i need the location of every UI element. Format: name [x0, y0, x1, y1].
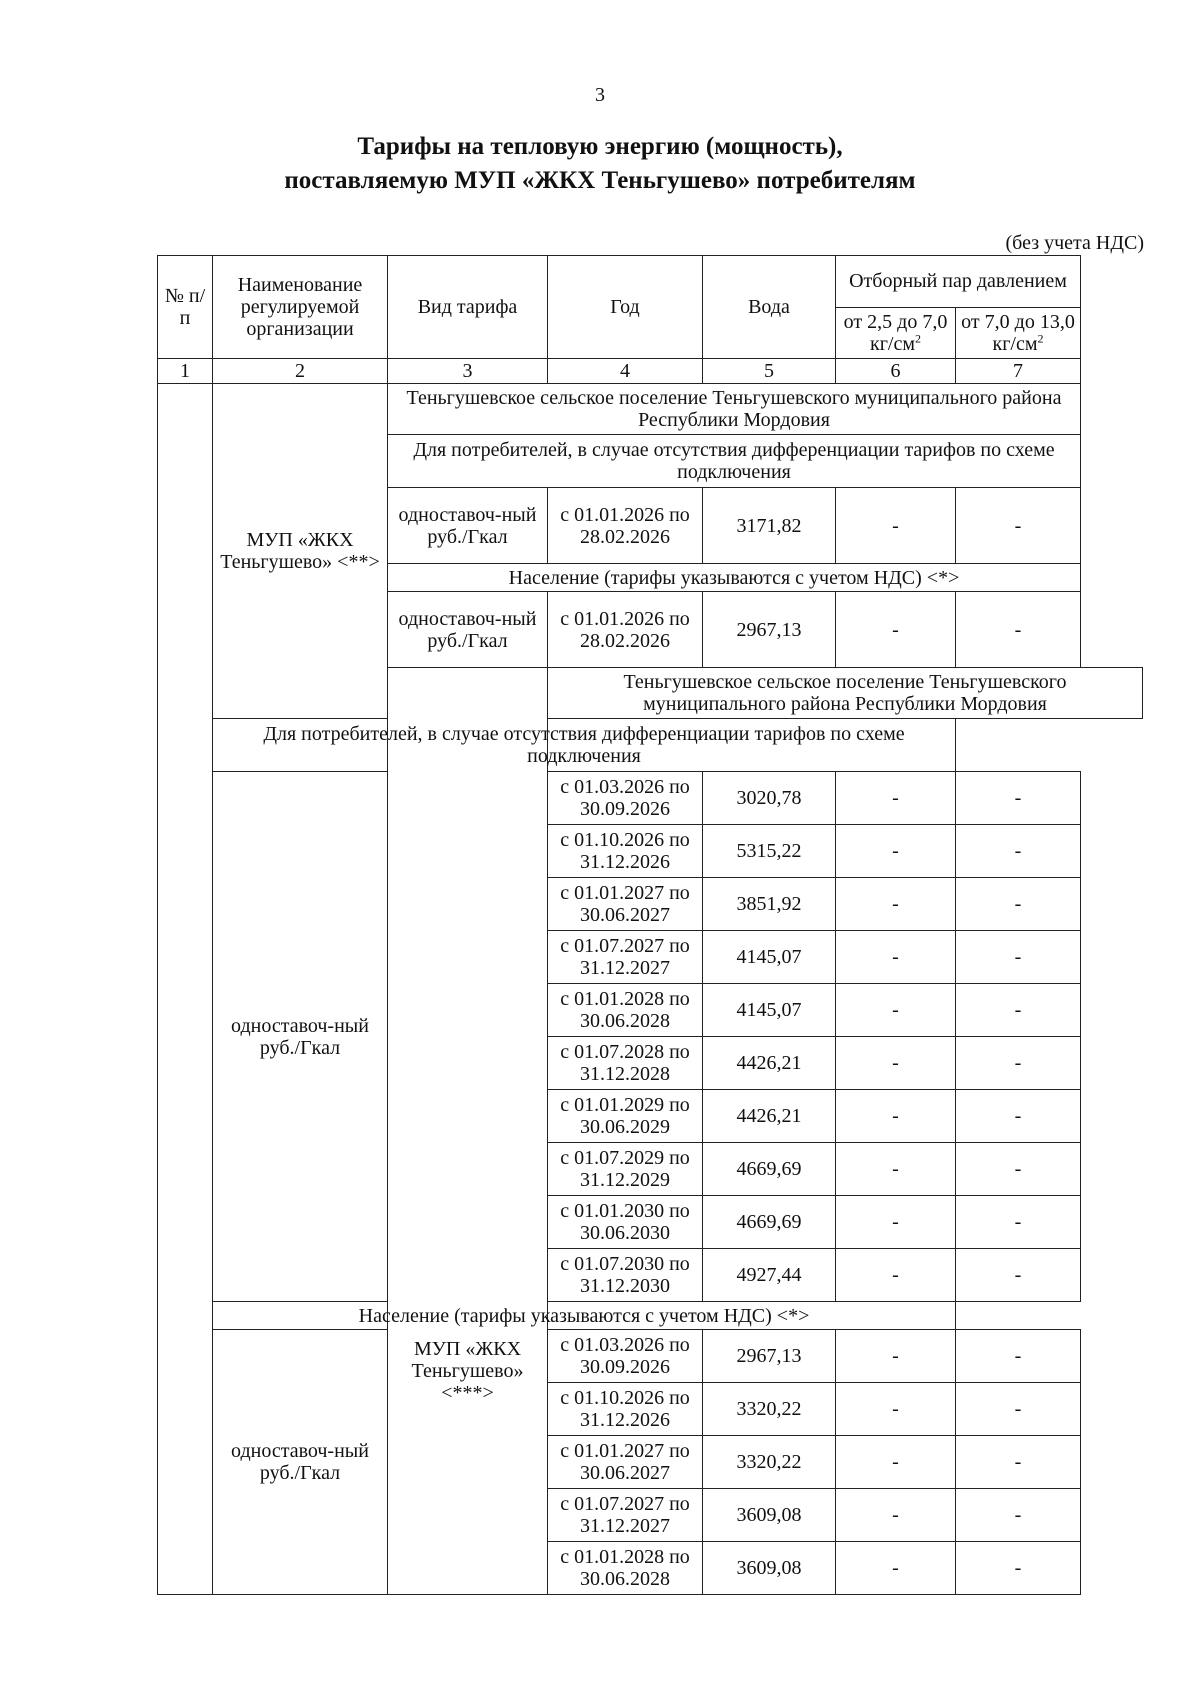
table-row — [158, 772, 1143, 825]
water-cell: 2967,13 — [703, 1330, 836, 1383]
steam-high-cell: - — [956, 825, 1081, 878]
steam-low-cell: - — [836, 1249, 956, 1302]
tariff-type-cell: одноставоч-ный руб./Гкал — [213, 772, 388, 1302]
column-numbers-row — [158, 359, 1143, 384]
steam-low-cell: - — [836, 1489, 956, 1542]
steam-high-cell: - — [956, 488, 1081, 564]
period-cell: с 01.07.2027 по 31.12.2027 — [548, 1489, 703, 1542]
steam-high-cell: - — [956, 1489, 1081, 1542]
water-cell: 3320,22 — [703, 1436, 836, 1489]
water-cell: 3020,78 — [703, 772, 836, 825]
table-row — [158, 1330, 1143, 1383]
period-cell: с 01.01.2028 по 30.06.2028 — [548, 984, 703, 1037]
period-cell: с 01.03.2026 по 30.09.2026 — [548, 1330, 703, 1383]
water-cell: 2967,13 — [703, 592, 836, 668]
period-cell: с 01.10.2026 по 31.12.2026 — [548, 825, 703, 878]
block2-population-label-row — [158, 1302, 1143, 1330]
water-cell: 3609,08 — [703, 1489, 836, 1542]
steam-low-cell: - — [836, 1330, 956, 1383]
steam-high-cell: - — [956, 1542, 1081, 1595]
steam-low-cell: - — [836, 1090, 956, 1143]
header-steam-low — [836, 307, 956, 359]
header-row — [158, 256, 1143, 308]
column-number: 6 — [836, 359, 956, 384]
column-number: 5 — [703, 359, 836, 384]
period-cell: с 01.01.2029 по 30.06.2029 — [548, 1090, 703, 1143]
steam-low-cell: - — [836, 1196, 956, 1249]
block1-population-label: Население (тарифы указываются с учетом НДС) <*> — [388, 564, 1081, 592]
block2-consumers-label: Для потребителей, в случае отсутствия дифференциации тарифов по схеме подключения — [213, 719, 956, 772]
steam-high-cell: - — [956, 1196, 1081, 1249]
header-year: Год — [548, 256, 703, 359]
steam-low-cell: - — [836, 1037, 956, 1090]
page-number: 3 — [595, 84, 605, 106]
steam-low-cell: - — [836, 592, 956, 668]
water-cell: 4426,21 — [703, 1090, 836, 1143]
water-cell: 4669,69 — [703, 1143, 836, 1196]
block1-region-row — [158, 384, 1143, 435]
header-steam: Отборный пар давлением — [836, 256, 1081, 308]
header-number: № п/п — [158, 256, 213, 359]
period-cell: с 01.07.2027 по 31.12.2027 — [548, 931, 703, 984]
water-cell: 4669,69 — [703, 1196, 836, 1249]
block2-population-label: Население (тарифы указываются с учетом НДС) <*> — [213, 1302, 956, 1330]
title-line-1: Тарифы на тепловую энергию (мощность), — [357, 133, 843, 160]
steam-low-cell: - — [836, 772, 956, 825]
header-organization: Наименование регулируемой организации — [213, 256, 388, 359]
steam-low-cell: - — [836, 1436, 956, 1489]
tariff-type-cell: одноставоч-ный руб./Гкал — [388, 488, 548, 564]
steam-high-cell: - — [956, 1249, 1081, 1302]
title-line-2: поставляемую МУП «ЖКХ Теньгушево» потребителям — [284, 167, 916, 194]
period-cell: с 01.01.2030 по 30.06.2030 — [548, 1196, 703, 1249]
period-cell: с 01.07.2030 по 31.12.2030 — [548, 1249, 703, 1302]
row-number-cell — [158, 384, 213, 1595]
water-cell: 4426,21 — [703, 1037, 836, 1090]
period-cell: с 01.01.2026 по 28.02.2026 — [548, 592, 703, 668]
block2-region: Теньгушевское сельское поселение Теньгушевского муниципального района Республики Мордовия — [548, 668, 1143, 719]
header-steam-low-sup: 2 — [915, 331, 921, 346]
water-cell: 3171,82 — [703, 488, 836, 564]
water-cell: 5315,22 — [703, 825, 836, 878]
steam-high-cell: - — [956, 1383, 1081, 1436]
water-cell: 3609,08 — [703, 1542, 836, 1595]
steam-low-cell: - — [836, 1542, 956, 1595]
column-number: 1 — [158, 359, 213, 384]
period-cell: с 01.03.2026 по 30.09.2026 — [548, 772, 703, 825]
steam-low-cell: - — [836, 1383, 956, 1436]
steam-high-cell: - — [956, 1037, 1081, 1090]
steam-low-cell: - — [836, 488, 956, 564]
vat-note: (без учета НДС) — [1005, 232, 1144, 254]
column-number: 7 — [956, 359, 1081, 384]
block2-consumers-label-row — [158, 719, 1143, 772]
block1-region: Теньгушевское сельское поселение Теньгушевского муниципального района Республики Мордовия — [388, 384, 1081, 435]
steam-low-cell: - — [836, 931, 956, 984]
steam-high-cell: - — [956, 1143, 1081, 1196]
steam-high-cell: - — [956, 592, 1081, 668]
column-number: 3 — [388, 359, 548, 384]
header-tariff-type: Вид тарифа — [388, 256, 548, 359]
steam-low-cell: - — [836, 878, 956, 931]
water-cell: 3320,22 — [703, 1383, 836, 1436]
header-steam-high — [956, 307, 1081, 359]
document-title — [0, 130, 1200, 198]
column-number: 4 — [548, 359, 703, 384]
steam-low-cell: - — [836, 1143, 956, 1196]
tariff-type-cell: одноставоч-ный руб./Гкал — [388, 592, 548, 668]
block2-organization: МУП «ЖКХ Теньгушево» <***> — [388, 668, 548, 1595]
block1-consumers-label: Для потребителей, в случае отсутствия дифференциации тарифов по схеме подключения — [388, 435, 1081, 488]
water-cell: 3851,92 — [703, 878, 836, 931]
tariff-table — [157, 255, 1143, 1595]
period-cell: с 01.01.2027 по 30.06.2027 — [548, 878, 703, 931]
period-cell: с 01.01.2026 по 28.02.2026 — [548, 488, 703, 564]
period-cell: с 01.01.2027 по 30.06.2027 — [548, 1436, 703, 1489]
period-cell: с 01.07.2028 по 31.12.2028 — [548, 1037, 703, 1090]
steam-high-cell: - — [956, 931, 1081, 984]
steam-low-cell: - — [836, 984, 956, 1037]
header-steam-high-text: от 7,0 до 13,0 кг/см — [961, 310, 1075, 355]
water-cell: 4145,07 — [703, 984, 836, 1037]
period-cell: с 01.07.2029 по 31.12.2029 — [548, 1143, 703, 1196]
steam-high-cell: - — [956, 1436, 1081, 1489]
steam-high-cell: - — [956, 878, 1081, 931]
steam-high-cell: - — [956, 772, 1081, 825]
steam-high-cell: - — [956, 984, 1081, 1037]
water-cell: 4927,44 — [703, 1249, 836, 1302]
header-water: Вода — [703, 256, 836, 359]
steam-high-cell: - — [956, 1330, 1081, 1383]
period-cell: с 01.01.2028 по 30.06.2028 — [548, 1542, 703, 1595]
steam-high-cell: - — [956, 1090, 1081, 1143]
period-cell: с 01.10.2026 по 31.12.2026 — [548, 1383, 703, 1436]
tariff-type-cell: одноставоч-ный руб./Гкал — [213, 1330, 388, 1595]
column-number: 2 — [213, 359, 388, 384]
steam-low-cell: - — [836, 825, 956, 878]
block1-organization: МУП «ЖКХ Теньгушево» <**> — [213, 384, 388, 719]
header-steam-low-text: от 2,5 до 7,0 кг/см — [843, 310, 948, 355]
header-steam-high-sup: 2 — [1037, 331, 1044, 346]
water-cell: 4145,07 — [703, 931, 836, 984]
